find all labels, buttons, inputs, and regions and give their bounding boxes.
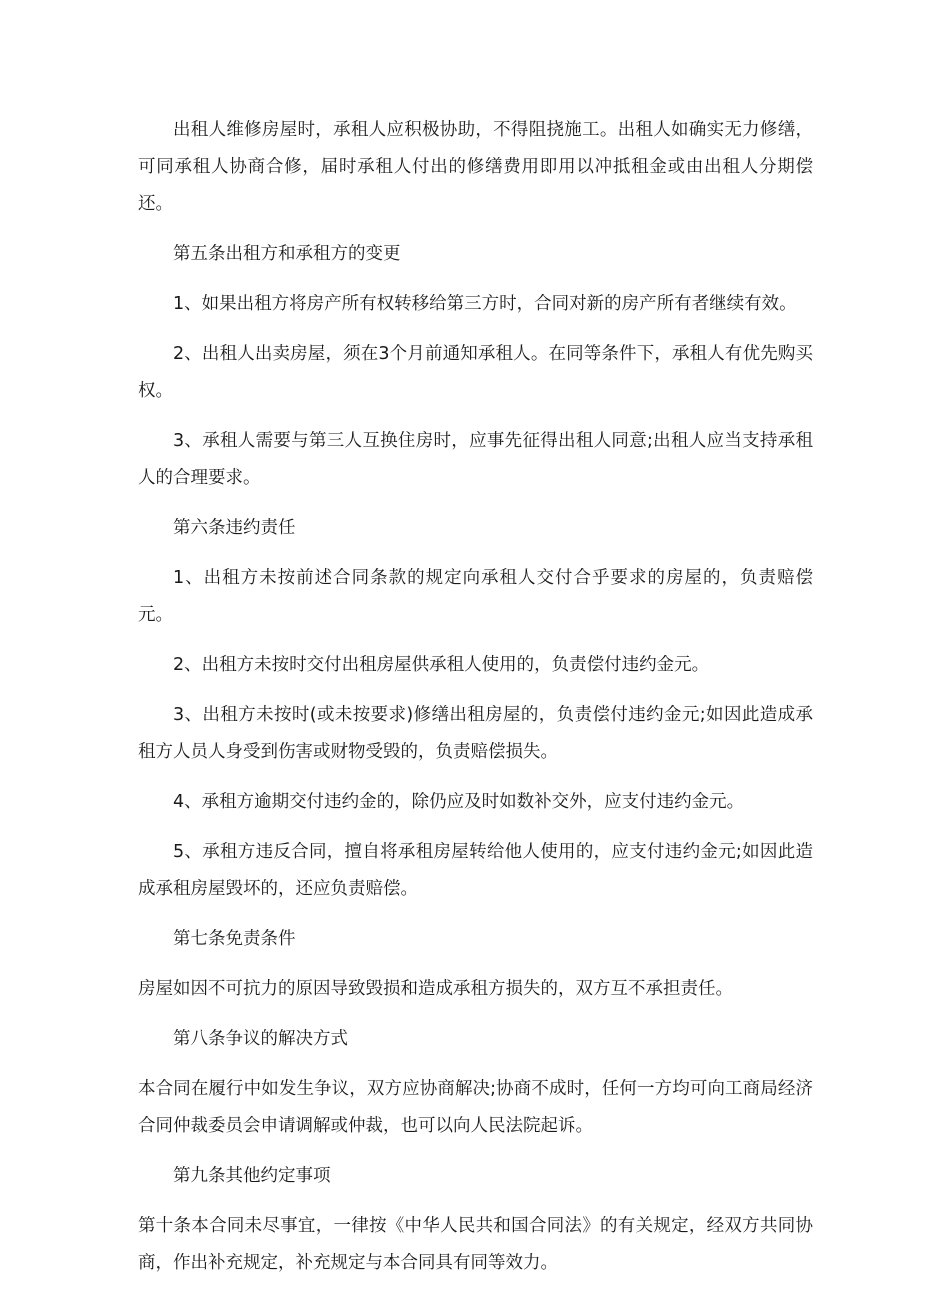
paragraph-5-2: 2、出租人出卖房屋，须在3个月前通知承租人。在同等条件下，承租人有优先购买权。	[138, 344, 813, 401]
paragraph-6-1: 1、出租方未按前述合同条款的规定向承租人交付合乎要求的房屋的，负责赔偿元。	[138, 568, 813, 625]
paragraph-6-4: 4、承租方逾期交付违约金的，除仍应及时如数补交外，应支付违约金元。	[173, 792, 745, 812]
heading-article-7: 第七条免责条件	[173, 929, 296, 949]
paragraph-7-body: 房屋如因不可抗力的原因导致毁损和造成承租方损失的，双方互不承担责任。	[138, 979, 733, 999]
paragraph-article-10: 第十条本合同未尽事宜，一律按《中华人民共和国合同法》的有关规定，经双方共同协商，作出补充规定，补充规定与本合同具有同等效力。	[138, 1216, 813, 1273]
heading-article-6: 第六条违约责任	[173, 518, 296, 538]
paragraph-6-2: 2、出租方未按时交付出租房屋供承租人使用的，负责偿付违约金元。	[173, 655, 710, 675]
paragraph-8-body: 本合同在履行中如发生争议，双方应协商解决;协商不成时，任何一方均可向工商局经济合同仲裁委员会申请调解或仲裁，也可以向人民法院起诉。	[138, 1079, 813, 1136]
paragraph-5-3: 3、承租人需要与第三人互换住房时，应事先征得出租人同意;出租人应当支持承租人的合理要求。	[138, 431, 813, 488]
paragraph-5-1: 1、如果出租方将房产所有权转移给第三方时，合同对新的房产所有者继续有效。	[173, 294, 797, 314]
heading-article-5: 第五条出租方和承租方的变更	[173, 244, 401, 264]
paragraph-6-5: 5、承租方违反合同，擅自将承租房屋转给他人使用的，应支付违约金元;如因此造成承租房屋毁坏的，还应负责赔偿。	[138, 842, 813, 899]
heading-article-9: 第九条其他约定事项	[173, 1166, 331, 1186]
paragraph-repair-cooperation: 出租人维修房屋时，承租人应积极协助，不得阻挠施工。出租人如确实无力修缮，可同承租人协商合修，届时承租人付出的修缮费用即用以冲抵租金或由出租人分期偿还。	[138, 120, 813, 214]
paragraph-6-3: 3、出租方未按时(或未按要求)修缮出租房屋的，负责偿付违约金元;如因此造成承租方人员人身受到伤害或财物受毁的，负责赔偿损失。	[138, 705, 813, 762]
heading-article-8: 第八条争议的解决方式	[173, 1029, 348, 1049]
document-body	[138, 112, 813, 1295]
